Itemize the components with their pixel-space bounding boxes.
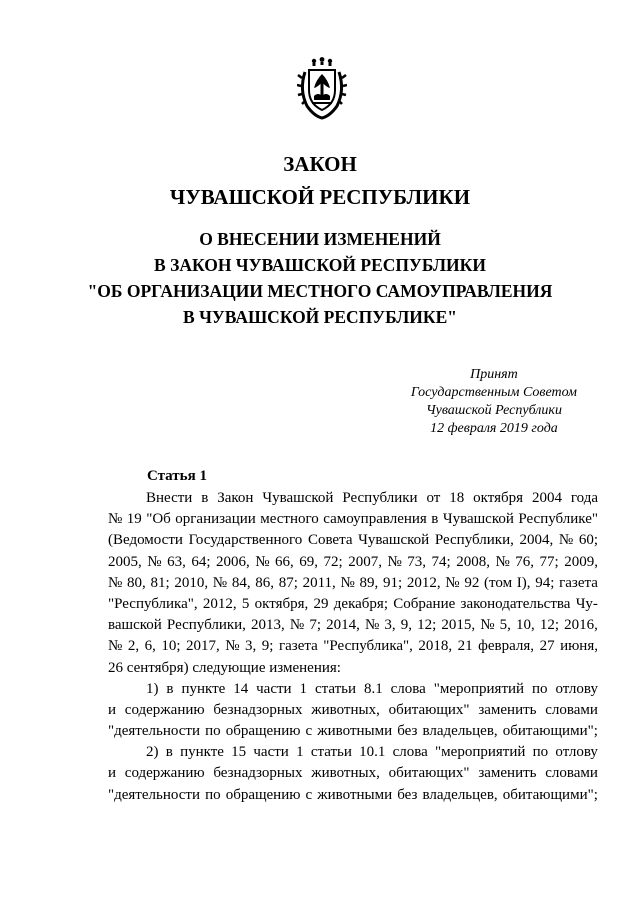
- word: 14: [233, 680, 249, 697]
- word: "деятельности: [108, 786, 200, 803]
- word: содержанию: [124, 765, 205, 782]
- word: безнадзорных: [213, 765, 303, 782]
- text-line: [108, 721, 598, 742]
- word: Внести: [146, 490, 193, 506]
- word: 2,: [127, 638, 140, 655]
- word: Чувашской: [358, 532, 430, 549]
- word: 72;: [323, 553, 343, 570]
- word: Республике": [518, 511, 598, 528]
- word: 66,: [275, 553, 294, 570]
- article-heading: Статья 1: [147, 468, 207, 484]
- word: в: [431, 511, 439, 528]
- word: декабря;: [333, 595, 389, 612]
- text-line: [108, 742, 598, 763]
- word: 3,: [245, 638, 257, 655]
- word: 2016,: [564, 617, 598, 634]
- word: 12;: [539, 617, 560, 634]
- text-line: [108, 530, 598, 551]
- word: обитающих": [388, 765, 470, 782]
- word: 1: [296, 744, 304, 761]
- title-line-1: ЗАКОН: [283, 152, 357, 176]
- word: пункте: [180, 744, 224, 761]
- word: 7;: [309, 617, 321, 634]
- adoption-date: 12 февраля 2019 года: [430, 421, 558, 436]
- word: с: [305, 723, 313, 740]
- word: 60;: [578, 532, 598, 549]
- word: отлову: [555, 680, 598, 697]
- word: №: [445, 574, 460, 591]
- word: №: [147, 553, 162, 570]
- word: газета: [559, 574, 598, 591]
- word: по: [532, 744, 549, 761]
- word: 10,: [516, 617, 535, 634]
- word: следующие: [192, 659, 270, 676]
- word: по: [205, 723, 221, 740]
- word: 2010,: [174, 574, 209, 591]
- word: от: [426, 490, 441, 506]
- word: обитающими";: [502, 786, 598, 803]
- word: безнадзорных: [213, 701, 303, 718]
- word: 91;: [382, 574, 403, 591]
- word: 64;: [191, 553, 211, 570]
- word: Республики,: [166, 617, 246, 634]
- word: животными: [317, 723, 393, 740]
- word: газета: [278, 638, 318, 655]
- word: слова: [390, 680, 426, 697]
- word: Совета: [307, 532, 353, 549]
- word: 26: [108, 659, 127, 676]
- word: словами: [545, 765, 598, 782]
- word: №: [558, 532, 574, 549]
- word: Чувашской: [442, 511, 514, 528]
- word: 1: [299, 680, 308, 697]
- word: 2017,: [185, 638, 220, 655]
- text-line: [108, 488, 598, 509]
- word: без: [397, 786, 418, 803]
- word: октября: [473, 490, 524, 506]
- word: №: [255, 553, 270, 570]
- word: 27: [539, 638, 555, 655]
- adoption-line: Принят: [470, 367, 518, 382]
- word: изменения:: [269, 659, 341, 676]
- word: 9,: [400, 617, 412, 634]
- word: 15: [231, 744, 247, 761]
- word: по: [205, 786, 221, 803]
- word: февраля,: [478, 638, 535, 655]
- word: 74;: [431, 553, 451, 570]
- text-line: [108, 552, 598, 573]
- word: 69,: [299, 553, 319, 570]
- word: обитающих": [388, 701, 470, 718]
- word: 76,: [515, 553, 535, 570]
- word: (Ведомости: [108, 532, 183, 549]
- word: №: [108, 574, 123, 591]
- word: 19: [126, 511, 142, 528]
- word: и: [108, 701, 117, 718]
- word: сентября): [126, 659, 193, 676]
- word: (том: [484, 574, 513, 591]
- word: 2015,: [441, 617, 476, 634]
- word: животных,: [311, 765, 380, 782]
- word: законодательства: [460, 595, 571, 612]
- word: 77;: [539, 553, 559, 570]
- word: 2): [146, 744, 159, 761]
- word: заменить: [478, 701, 537, 718]
- word: 5,: [499, 617, 511, 634]
- word: №: [364, 617, 380, 634]
- word: "Республика",: [323, 638, 413, 655]
- word: 80,: [127, 574, 146, 591]
- word: самоуправления: [323, 511, 427, 528]
- word: 29: [313, 595, 329, 612]
- word: 2009,: [564, 553, 598, 570]
- word: 2012,: [202, 595, 237, 612]
- word: владельцев,: [422, 723, 498, 740]
- word: 6,: [144, 638, 156, 655]
- word: 2006,: [215, 553, 250, 570]
- word: слова: [392, 744, 428, 761]
- text-line: [108, 594, 598, 615]
- word: 1): [146, 680, 159, 697]
- word: I),: [516, 574, 531, 591]
- word: №: [108, 511, 123, 528]
- word: Закон: [217, 490, 254, 506]
- word: "Об: [146, 511, 171, 528]
- text-line: [108, 763, 598, 784]
- word: 63,: [167, 553, 186, 570]
- law-subtitle: [0, 226, 640, 330]
- text-line: [108, 573, 598, 594]
- subtitle-line: "ОБ ОРГАНИЗАЦИИ МЕСТНОГО САМОУПРАВЛЕНИЯ: [87, 281, 553, 301]
- word: 86,: [255, 574, 275, 591]
- word: 2008,: [456, 553, 490, 570]
- word: октября,: [254, 595, 309, 612]
- word: года: [570, 490, 598, 506]
- word: 89,: [359, 574, 379, 591]
- word: 9;: [261, 638, 274, 655]
- word: №: [495, 553, 510, 570]
- word: "Республика",: [108, 595, 198, 612]
- word: обращению: [225, 723, 301, 740]
- title-line-2: ЧУВАШСКОЙ РЕСПУБЛИКИ: [169, 185, 471, 209]
- word: Чувашской: [262, 490, 334, 506]
- word: 8.1: [363, 680, 383, 697]
- word: июня,: [560, 638, 598, 655]
- subtitle-line: В ЧУВАШСКОЙ РЕСПУБЛИКЕ": [183, 307, 457, 327]
- text-line: [108, 785, 598, 806]
- word: животными: [317, 786, 393, 803]
- word: 21: [457, 638, 473, 655]
- subtitle-line: В ЗАКОН ЧУВАШСКОЙ РЕСПУБЛИКИ: [154, 255, 486, 275]
- word: 2011,: [302, 574, 336, 591]
- text-line: [108, 636, 598, 657]
- subtitle-line: О ВНЕСЕНИИ ИЗМЕНЕНИЙ: [199, 229, 441, 249]
- word: 10;: [161, 638, 181, 655]
- word: 84,: [231, 574, 251, 591]
- word: по: [532, 680, 548, 697]
- word: без: [397, 723, 418, 740]
- adoption-line: Государственным Советом: [410, 385, 577, 400]
- word: обитающими";: [502, 723, 598, 740]
- word: в: [166, 680, 174, 697]
- word: 3,: [384, 617, 396, 634]
- word: 2004: [531, 490, 562, 506]
- word: Республики: [342, 490, 418, 506]
- word: с: [305, 786, 313, 803]
- word: части: [256, 680, 292, 697]
- text-line: [108, 658, 598, 679]
- text-line: [108, 615, 598, 636]
- word: 73,: [407, 553, 427, 570]
- word: 2014,: [326, 617, 360, 634]
- word: в: [201, 490, 209, 506]
- word: №: [387, 553, 402, 570]
- word: 81;: [150, 574, 170, 591]
- word: Республики,: [434, 532, 514, 549]
- word: статьи: [314, 680, 357, 697]
- word: 12;: [417, 617, 437, 634]
- word: словами: [545, 701, 598, 718]
- word: 2018,: [418, 638, 453, 655]
- word: обращению: [225, 786, 301, 803]
- law-title: [0, 148, 640, 214]
- text-line: [108, 700, 598, 721]
- word: 2004,: [519, 532, 554, 549]
- word: №: [108, 638, 123, 655]
- word: животных,: [311, 701, 380, 718]
- word: пункте: [181, 680, 226, 697]
- word: 10.1: [359, 744, 386, 761]
- word: №: [289, 617, 305, 634]
- word: и: [108, 765, 117, 782]
- word: в: [165, 744, 173, 761]
- word: "мероприятий: [433, 680, 525, 697]
- word: Собрание: [393, 595, 456, 612]
- adoption-line: Чувашской Республики: [425, 403, 562, 418]
- word: №: [212, 574, 228, 591]
- word: вашской: [108, 617, 162, 634]
- word: 87;: [278, 574, 298, 591]
- word: Чу-: [575, 595, 598, 612]
- word: отлову: [555, 744, 598, 761]
- word: Государственного: [188, 532, 303, 549]
- article-body: [108, 488, 598, 806]
- word: 2007,: [348, 553, 382, 570]
- word: 18: [449, 490, 465, 506]
- text-line: [108, 679, 598, 700]
- word: №: [480, 617, 495, 634]
- word: статьи: [310, 744, 352, 761]
- word: 92: [464, 574, 480, 591]
- word: 2012,: [406, 574, 441, 591]
- word: 94;: [535, 574, 555, 591]
- word: "деятельности: [108, 723, 200, 740]
- word: организации: [175, 511, 256, 528]
- adoption-note: [411, 366, 577, 438]
- word: №: [225, 638, 240, 655]
- text-line: [108, 509, 598, 530]
- word: местного: [260, 511, 319, 528]
- word: заменить: [478, 765, 537, 782]
- word: части: [253, 744, 289, 761]
- word: содержанию: [124, 701, 205, 718]
- word: №: [340, 574, 355, 591]
- word: 2013,: [251, 617, 285, 634]
- coat-of-arms-icon: [297, 56, 347, 120]
- word: владельцев,: [422, 786, 498, 803]
- word: "мероприятий: [435, 744, 526, 761]
- word: 2005,: [108, 553, 142, 570]
- word: 5: [241, 595, 250, 612]
